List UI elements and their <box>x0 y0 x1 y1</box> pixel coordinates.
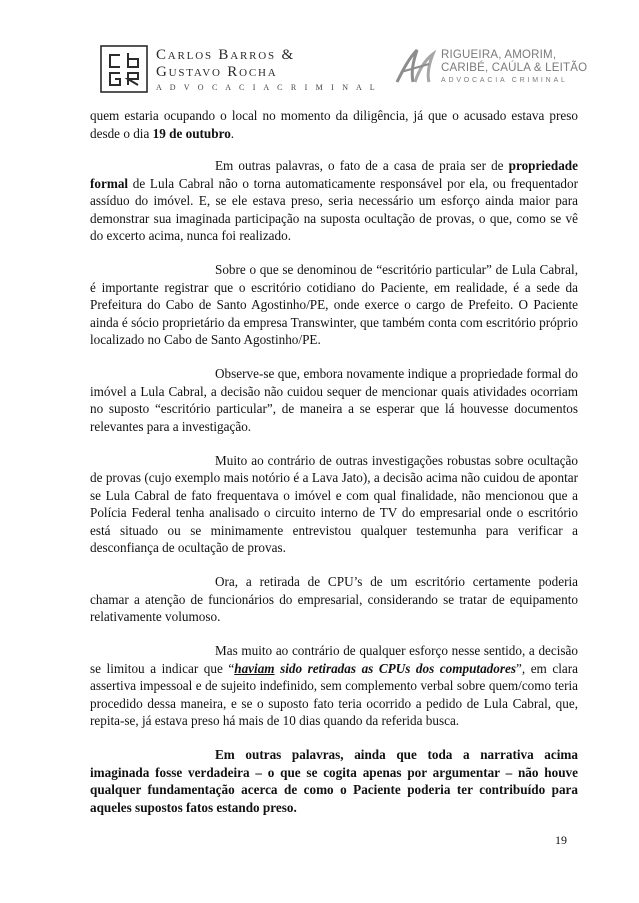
logo-right-line2: CARIBÉ, CAÚLA & LEITÃO <box>441 61 588 74</box>
paragraph-4: Observe-se que, embora novamente indique a propriedade formal do imóvel a Lula Cabral, a decisão não cuidou sequer de mencionar quais atividades ocorriam no suposto “escritório particular”, de maneira a se esperar que lá houvesse documentos relevantes para a investigação. <box>90 366 578 434</box>
paragraph-3: Sobre o que se denominou de “escritório particular” de Lula Cabral, é importante registrar que o escritório cotidiano do Paciente, em realidade, é a sede da Prefeitura do Cabo de Santo Agostinho/PE, onde exerce o cargo de Prefeito. O Paciente ainda é sócio proprietário da empresa Transwinter, que também conta com escritório próprio localizado no Cabo de Santo Agostinho/PE. <box>90 262 578 347</box>
paragraph-1-date: 19 de outubro <box>152 125 231 141</box>
paragraph-2 <box>90 157 578 245</box>
page-number: 19 <box>555 833 567 847</box>
logo-right-line1: RIGUEIRA, AMORIM, <box>441 48 557 61</box>
paragraph-5: Muito ao contrário de outras investigações robustas sobre ocultação de provas (cujo exemplo mais notório é a Lava Jato), a decisão acima não cuidou de apontar se Lula Cabral de fato frequentava o imóvel e com qual finalidade, não mencionou que a Polícia Federal tenha analisado o circuito interno de TV do empresarial onde o escritório está situado ou se minimamente entrevistou qualquer testemunha para verificar a desconfiança de ocultação de provas. <box>90 452 578 555</box>
logo-left-subtitle: A D V O C A C I A C R I M I N A L <box>156 82 378 92</box>
cbgr-monogram-icon <box>100 45 148 93</box>
paragraph-2-rest: de Lula Cabral não o torna automaticamente responsável por ela, ou frequentador assíduo do imóvel. E, se ele estava preso, seria necessário um esforço ainda maior para demonstrar sua imaginada participação na suposta ocultação de provas, o que, como se vê do excerto acima, nunca foi realizado. <box>90 175 578 243</box>
paragraph-1-end: . <box>230 125 235 141</box>
paragraph-7-text: Mas muito ao contrário de qualquer esforço nesse sentido, a decisão se limitou a indicar que “ <box>90 643 578 676</box>
logo-left-line2: Gustavo Rocha <box>156 63 278 80</box>
ra-emblem-icon <box>393 44 437 88</box>
logo-left-line1: Carlos Barros & <box>156 46 295 63</box>
rigueira-amorim-logo <box>393 44 587 88</box>
paragraph-2-bold: propriedade formal <box>90 158 578 191</box>
paragraph-7-rest: ”, em clara assertiva impessoal e de sujeito indefinido, sem complemento verbal sobre quem/como teria procedido dessa maneira, e se o suposto fato teria ocorrido a pedido de Lula Cabral, que, repita-se, já estava preso há mais de 10 dias quando da referida busca. <box>90 660 578 728</box>
paragraph-7-quote: sido retiradas as CPUs dos computadores <box>274 660 516 676</box>
paragraph-8: Em outras palavras, ainda que toda a narrativa acima imaginada fosse verdadeira – o que se cogita apenas por argumentar – não houve qualquer fundamentação acerca de como o Paciente poderia ter contribuído para aqueles supostos fatos estando preso. <box>90 747 578 815</box>
paragraph-2-text: Em outras palavras, o fato de a casa de praia ser de <box>215 158 509 173</box>
paragraph-1-text: quem estaria ocupando o local no momento da diligência, já que o acusado estava preso desde o dia <box>90 108 578 141</box>
carlos-barros-logo <box>100 45 378 93</box>
document-body <box>90 107 578 833</box>
paragraph-6: Ora, a retirada de CPU’s de um escritório certamente poderia chamar a atenção de funcionários do empresarial, considerando se tratar de equipamento relativamente volumoso. <box>90 574 578 624</box>
logo-right-subtitle: ADVOCACIA CRIMINAL <box>441 76 568 84</box>
paragraph-1 <box>90 107 578 142</box>
paragraph-7 <box>90 642 578 730</box>
paragraph-7-underlined: haviam <box>234 660 275 676</box>
letterhead <box>0 0 639 105</box>
